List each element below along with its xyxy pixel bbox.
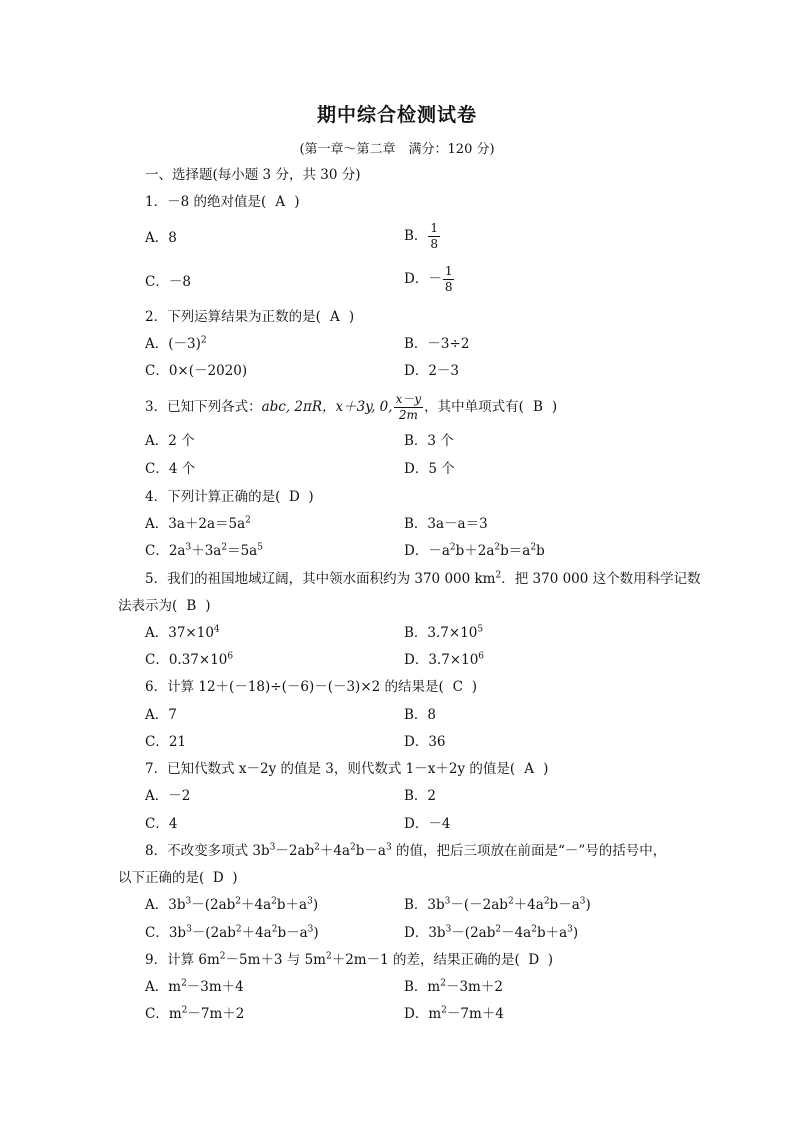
question-5-option-b: B．$3.7\times 10^5$ xyxy=(404,624,484,641)
question-8-option-b: B．$3b^3-(-2ab^2+4a^2b-a^3)$ xyxy=(404,896,591,913)
question-7-stem: 7．已知代数式 x－2y 的值是 3，则代数式 1－x＋2y 的值是( A ) xyxy=(145,761,549,777)
question-8-stem-line-2: 以下正确的是( D ) xyxy=(118,870,238,886)
question-1-option-c: C．－8 xyxy=(145,274,191,290)
question-9-stem: 9．计算 $6m^2-5m+3$ 与 $5m^2+2m-1$ 的差，结果正确的是( D ) xyxy=(145,951,554,968)
question-4-option-a: A．$3a+2a=5a^2$ xyxy=(145,515,251,532)
question-3-answer: B xyxy=(532,399,543,415)
question-6-option-a: A．7 xyxy=(145,707,177,723)
question-2-option-b: B．－3÷2 xyxy=(404,336,470,352)
question-7-option-d: D．－4 xyxy=(404,816,451,832)
page-subtitle: (第一章～第二章 满分：120 分) xyxy=(299,142,495,157)
question-5-stem-line-1: 5．我们的祖国地域辽阔，其中领水面积约为 370 000 $km^2$．把 370 000 这个数用科学记数 xyxy=(145,570,701,587)
question-4-option-b: B．3a－a＝3 xyxy=(404,516,488,532)
question-1-answer: A xyxy=(275,194,286,210)
question-5-option-c: C．$0.37\times 10^6$ xyxy=(145,651,234,668)
question-6-option-b: B．8 xyxy=(404,707,437,723)
question-3-stem: 3．已知下列各式：abc, 2πR，x＋3y, 0, $\frac{x-y}{2m}$ ，其中单项式有( B ) xyxy=(145,392,558,422)
question-4-stem: 4．下列计算正确的是( D ) xyxy=(145,489,314,505)
question-7-answer: A xyxy=(524,761,535,777)
question-8-stem-line-1: 8．不改变多项式 $3b^3-2ab^2+4a^2b-a^3$ 的值，把后三项放在前面是“－”号的括号中， xyxy=(145,842,667,859)
question-7-option-c: C．4 xyxy=(145,816,178,832)
question-8-option-a: A．$3b^3-(2ab^2+4a^2b+a^3)$ xyxy=(145,896,319,913)
fraction: $\frac{1}{8}$ xyxy=(430,221,439,251)
question-8-option-d: D．$3b^3-(2ab^2-4a^2b+a^3)$ xyxy=(404,924,579,941)
question-2-stem: 2．下列运算结果为正数的是( A ) xyxy=(145,309,355,325)
question-5-option-d: D．$3.7\times 10^6$ xyxy=(404,651,485,668)
question-3-option-c: C．4 个 xyxy=(145,461,196,477)
question-1-stem: 1．－8 的绝对值是( A ) xyxy=(145,194,300,210)
question-8-option-c: C．$3b^3-(2ab^2+4a^2b-a^3)$ xyxy=(145,924,319,941)
question-5-stem-line-2: 法表示为( B ) xyxy=(118,598,211,614)
question-5-answer: B xyxy=(186,598,197,614)
question-8-answer: D xyxy=(212,870,224,886)
question-9-option-d: D．$m^2-7m+4$ xyxy=(404,1005,504,1022)
page-title: 期中综合检测试卷 xyxy=(316,104,477,126)
question-3-option-b: B．3 个 xyxy=(404,433,454,449)
question-4-option-c: C．$2a^3+3a^2=5a^5$ xyxy=(145,542,263,559)
question-6-answer: C xyxy=(452,679,463,695)
fraction: $\frac{x-y}{2m}$ xyxy=(395,392,422,422)
fraction: $\frac{1}{8}$ xyxy=(444,264,453,294)
question-2-answer: A xyxy=(329,309,340,325)
question-9-answer: D xyxy=(528,952,540,968)
question-5-option-a: A．$37\times 10^4$ xyxy=(145,624,220,641)
question-2-option-a: A．$(-3)^2$ xyxy=(145,335,207,352)
question-6-option-d: D．36 xyxy=(404,734,446,750)
question-9-option-a: A．$m^2-3m+4$ xyxy=(145,978,244,995)
question-6-option-c: C．21 xyxy=(145,734,187,750)
question-2-option-d: D．2－3 xyxy=(404,363,460,379)
question-1-option-a: A．8 xyxy=(145,230,177,246)
question-7-option-a: A．－2 xyxy=(145,788,191,804)
question-4-answer: D xyxy=(288,489,300,505)
question-1-option-b: B． $\frac{1}{8}$ xyxy=(404,221,439,251)
question-1-option-d: D．－ $\frac{1}{8}$ xyxy=(404,264,453,294)
question-4-option-d: D．$-a^2b+2a^2b=a^2b$ xyxy=(404,542,545,559)
question-9-option-c: C．$m^2-7m+2$ xyxy=(145,1005,245,1022)
question-3-option-a: A．2 个 xyxy=(145,433,195,449)
question-6-stem: 6．计算 12＋(－18)÷(－6)－(－3)×2 的结果是( C ) xyxy=(145,679,478,695)
question-3-option-d: D．5 个 xyxy=(404,461,455,477)
section-heading: 一、选择题(每小题 3 分，共 30 分) xyxy=(145,167,361,183)
question-2-option-c: C．0×(－2020) xyxy=(145,363,248,379)
question-7-option-b: B．2 xyxy=(404,788,437,804)
question-9-option-b: B．$m^2-3m+2$ xyxy=(404,978,503,995)
